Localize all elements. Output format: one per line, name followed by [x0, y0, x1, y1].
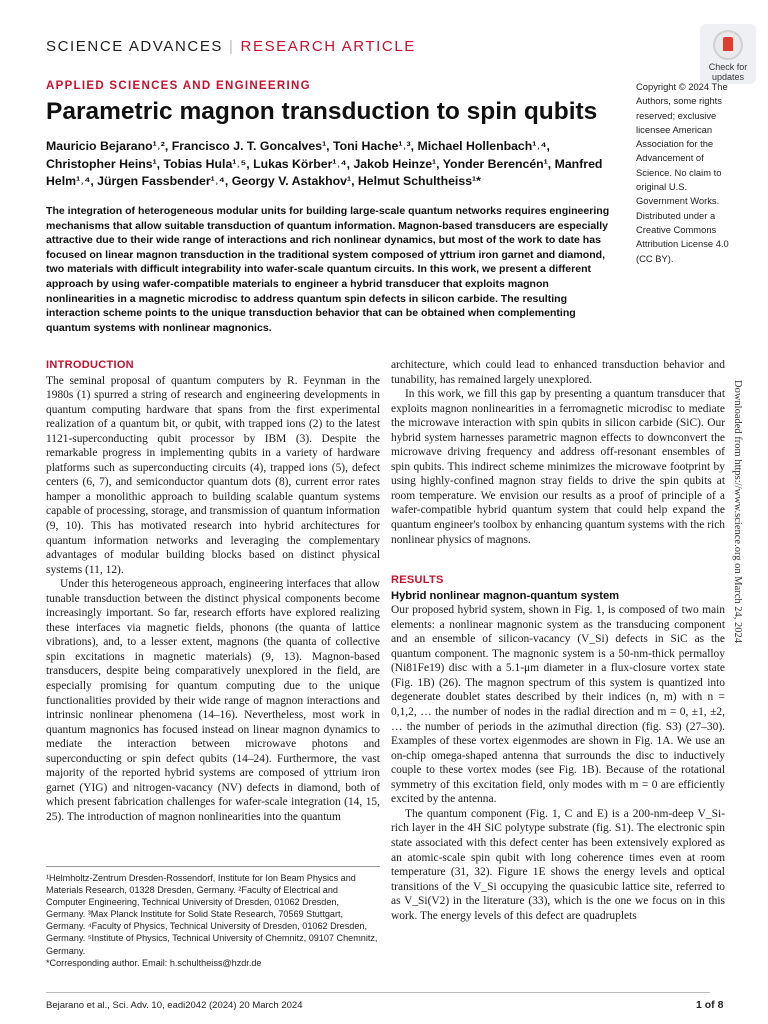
- intro-paragraph-1: The seminal proposal of quantum computers by R. Feynman in the 1980s (1) spurred a string of research and engineering developments in quantum computing hardware that spans from the first experimental realization of a quantum bit, or qubit, with trapped ions (2) to the latest 1121-superconducting qubit processor by IBM (3). Despite the remarkable progress in implementing qubits in a variety of hardware platforms such as superconducting circuits (4), trapped ions (5), defect centers (6, 7), and semiconductor quantum dots (8), current error rates hamper a monolithic approach to building scalable quantum systems capable of processing, storage, and transmission of quantum information (9, 10). This has motivated research into hybrid architectures for quantum information networks and leveraging the complementary advantages of modular building blocks based on distinct physical systems (11, 12).: [46, 374, 380, 576]
- journal-name: SCIENCE ADVANCES: [46, 38, 224, 55]
- author-list: Mauricio Bejarano¹˒², Francisco J. T. Goncalves¹, Toni Hache¹˒³, Michael Hollenbach¹˒⁴, Christopher Heins¹, Tobias Hula¹˒⁵, Lukas Körber¹˒⁴, Jakob Heinze¹, Yonder Berencén¹, Manfred Helm¹˒⁴, Jürgen Fassbender¹˒⁴, Georgy V. Astakhov¹, Helmut Schultheiss¹*: [46, 139, 603, 188]
- copyright-notice: Copyright © 2024 The Authors, some rights reserved; exclusive licensee American Association for the Advancement of Science. No claim to original U.S. Government Works. Distributed under a Creative Commons Attribution License 4.0 (CC BY).: [636, 81, 729, 264]
- page-number: 1 of 8: [696, 999, 724, 1011]
- intro-paragraph-2: Under this heterogeneous approach, engineering interfaces that allow tunable transduction between the distinct physical components become increasingly important. So far, research efforts have explored realizing these interfaces via magnetic fields, phonons (the quanta of lattice vibrations), and, to a lesser extent, magnons (the quanta of collective spin excitations in magnetic materials) (9, 13). Magnon-based transducers, despite being comparatively unexplored in the field, are especially promising for quantum computing due to the unique functionalities provided by their wide range of magnon interactions and intrinsic nonlinear phenomena (14–16). Nevertheless, most work in quantum magnonics has focused instead on linear magnon dynamics to mediate the interaction between microwave photons and superconducting or spin defect qubits (14–24). Furthermore, the vast majority of the reported hybrid systems are composed of yttrium iron garnet (YIG) and nitrogen-vacancy (NV) defects in diamond, both of which present fabrication challenges for wafer-scale integration (14, 15, 25). The introduction of magnon nonlinearities into the quantum: [46, 578, 380, 823]
- article-title: Parametric magnon transduction to spin qubits: [46, 98, 598, 125]
- check-updates-line2: updates: [711, 72, 745, 82]
- journal-header: [46, 38, 416, 55]
- check-updates-icon: [713, 30, 743, 60]
- results-paragraph-2: The quantum component (Fig. 1, C and E) is a 200-nm-deep V_Si-rich layer in the 4H SiC polytype substrate (fig. S1). The electronic spin state associated with this defect center has been extensively explored as an atomic-scale spin qubit with long coherence times even at room temperature (31, 32). Figure 1E shows the energy levels and optical transitions of the V_Si occupying the quasicubic lattice site, referred to as V_Si(V2) in the literature (33), which is the one we focus on in this work. The energy levels of this defect are quadruplets: [391, 807, 725, 922]
- corresponding-author: *Corresponding author. Email: h.schultheiss@hzdr.de: [46, 957, 262, 968]
- header-separator: |: [229, 38, 235, 55]
- section-label: APPLIED SCIENCES AND ENGINEERING: [46, 80, 311, 92]
- check-updates-line1: Check for: [708, 62, 748, 72]
- check-for-updates-button[interactable]: [700, 24, 756, 84]
- download-notice: Downloaded from https://www.science.org on March 24, 2024: [732, 380, 743, 644]
- affiliations: ¹Helmholtz-Zentrum Dresden-Rossendorf, Institute for Ion Beam Physics and Materials Research, 01328 Dresden, Germany. ²Faculty of Electrical and Computer Engineering, Technical University of Dresden, 01062 Dresden, Germany. ³Max Planck Institute for Solid State Research, 70569 Stuttgart, Germany. ⁴Faculty of Physics, Technical University of Dresden, 01062 Dresden, Germany. ⁵Institute of Physics, Technical University of Chemnitz, 09107 Chemnitz, Germany.: [46, 873, 378, 956]
- abstract: The integration of heterogeneous modular units for building large-scale quantum networks requires engineering mechanisms that allow suitable transduction of quantum information. Magnon-based transducers are especially attractive due to their wide range of interactions and rich nonlinear dynamics, but most of the work to date has focused on linear magnon transduction in the traditional system composed of yttrium iron garnet and diamond, two materials with difficult integrability into wafer-scale quantum circuits. In this work, we present a different approach by using wafer-compatible materials to engineer a hybrid transducer that exploits magnon nonlinearities in a magnetic microdisc to address quantum spin defects in silicon carbide. The resulting interaction scheme points to the unique transduction behavior that can be obtained when complementing quantum systems with nonlinear magnonics.: [46, 205, 610, 334]
- results-paragraph-1: Our proposed hybrid system, shown in Fig. 1, is composed of two main elements: a nonlinear magnonic system as the transducing component and an ensemble of silicon-vacancy (V_Si) defects in SiC as the quantum component. The magnonic system is a 50-nm-thick permalloy (Ni81Fe19) disc with a 5.1-μm diameter in a flux-closure vortex state (Fig. 1B) (26). The magnon spectrum of this system is quantized into degenerate doublet states described by their indices (n, m) with n = 0,1,2, … the number of nodes in the radial direction and m = 0, ±1, ±2, … the number of periods in the azimuthal direction (fig. S3) (27–30). Examples of these vortex eigenmodes are shown in Fig. 1A. We use an on-chip omega-shaped antenna that surrounds the disc to inductively couple to these vortex modes (see Fig. 1B). Because of the rotational symmetry of this excitation field, only modes with m = 0 are efficiently excited by the antenna.: [391, 604, 725, 806]
- affiliations-footnote: [46, 866, 380, 969]
- intro-heading: INTRODUCTION: [46, 359, 134, 371]
- article-type: RESEARCH ARTICLE: [240, 38, 416, 55]
- column-left: [46, 358, 380, 825]
- footer-divider: [46, 992, 710, 993]
- intro-paragraph-3: In this work, we fill this gap by presenting a quantum transducer that exploits magnon nonlinearities in a ferromagnetic microdisc to mediate the microwave interaction with spin qubits in silicon carbide (SiC). Our hybrid system harnesses parametric magnon effects to downconvert the microwave driving frequency and address off-resonant ensembles of spin qubits. This indirect scheme minimizes the microwave footprint by using highly-confined magnon stray fields to drive the spin qubits at room temperature. We envision our results as a proof of principle of a wafer-compatible hybrid quantum system that could help expand the quantum engineer's toolbox by enhancing quantum systems with the rich nonlinear physics of magnons.: [391, 388, 725, 546]
- intro-paragraph-cont: architecture, which could lead to enhanced transduction behavior and tunability, has remained largely unexplored.: [391, 359, 725, 386]
- results-heading: RESULTS: [391, 574, 444, 587]
- column-right: [391, 358, 725, 923]
- footer-citation: Bejarano et al., Sci. Adv. 10, eadi2042 (2024) 20 March 2024: [46, 1000, 303, 1011]
- results-subheading: Hybrid nonlinear magnon-quantum system: [391, 589, 620, 602]
